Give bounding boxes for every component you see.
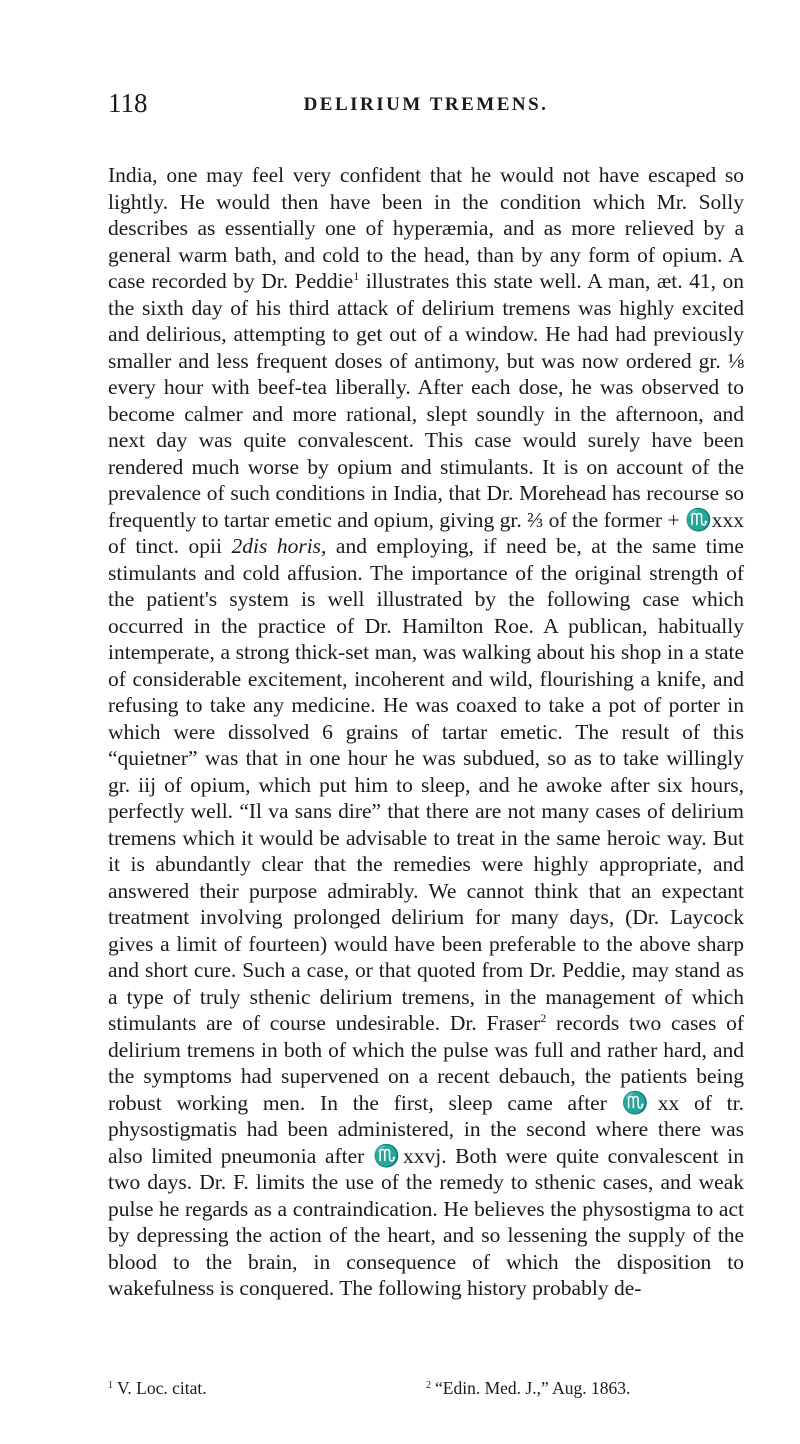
footnote-ref-2: 2 xyxy=(540,1011,547,1025)
page-number: 118 xyxy=(108,88,148,118)
running-title: DELIRIUM TREMENS. xyxy=(303,94,549,115)
footnote-ref-1: 1 xyxy=(353,269,360,283)
italic-term: 2dis horis xyxy=(231,534,322,558)
running-head xyxy=(108,88,744,128)
footnote-1: $^1$ V. Loc. citat. xyxy=(108,1378,207,1398)
body-text xyxy=(108,162,744,1302)
paragraph: India, one may feel very confident that he would not have escaped so lightly. He would then have been in the condition which Mr. Solly describes as essentially one of hyperæmia, and as more relieved by a general warm bath, and cold to the head, than by any form of opium. A case recorded by Dr. Peddie$^1$ illustrates this state well. A man, æt. 41, on the sixth day of his third attack of delirium tremens was highly excited and delirious, attempting to get out of a window. He had had previously smaller and less frequent doses of antimony, but was now ordered gr. ⅛ every hour with beef-tea liberally. After each dose, he was observed to become calmer and more rational, slept soundly in the afternoon, and next day was quite convalescent. This case would surely have been rendered much worse by opium and stimulants. It is on account of the prevalence of such conditions in India, that Dr. Morehead has recourse so frequently to tartar emetic and opium, giving gr. ⅔ of the former + ♏xxx of tinct. opii 2dis horis, and employing, if need be, at the same time stimulants and cold affusion. The importance of the original strength of the patient's system is well illustrated by the following case which occurred in the practice of Dr. Hamilton Roe. A publican, habitually intemperate, a strong thick-set man, was walking about his shop in a state of considerable excitement, incoherent and wild, flourishing a knife, and refusing to take any medicine. He was coaxed to take a pot of porter in which were dissolved 6 grains of tartar emetic. The result of this “quietner” was that in one hour he was subdued, so as to take willingly gr. iij of opium, which put him to sleep, and he awoke after six hours, perfectly well. “Il va sans dire” that there are not many cases of delirium tremens which it would be advisable to treat in the same heroic way. But it is abundantly clear that the remedies were highly appropriate, and answered their purpose admirably. We cannot think that an expectant treatment involving prolonged delirium for many days, (Dr. Laycock gives a limit of fourteen) would have been preferable to the above sharp and short cure. Such a case, or that quoted from Dr. Peddie, may stand as a type of truly sthenic delirium tremens, in the management of which stimulants are of course undesirable. Dr. Fraser$^2$ records two cases of delirium tremens in both of which the pulse was full and rather hard, and the symptoms had supervened on a recent debauch, the patients being robust working men. In the first, sleep came after ♏xx of tr. physostigmatis had been administered, in the second where there was also limited pneumonia after ♏xxvj. Both were quite convalescent in two days. Dr. F. limits the use of the remedy to sthenic cases, and weak pulse he regards as a contraindication. He believes the physostigma to act by depressing the action of the heart, and so lessening the supply of the blood to the brain, in consequence of which the disposition to wakefulness is conquered. The following history probably de- xyxy=(108,163,744,1300)
footnote-2: $^2$ “Edin. Med. J.,” Aug. 1863. xyxy=(426,1378,631,1398)
footnotes xyxy=(108,1377,744,1399)
